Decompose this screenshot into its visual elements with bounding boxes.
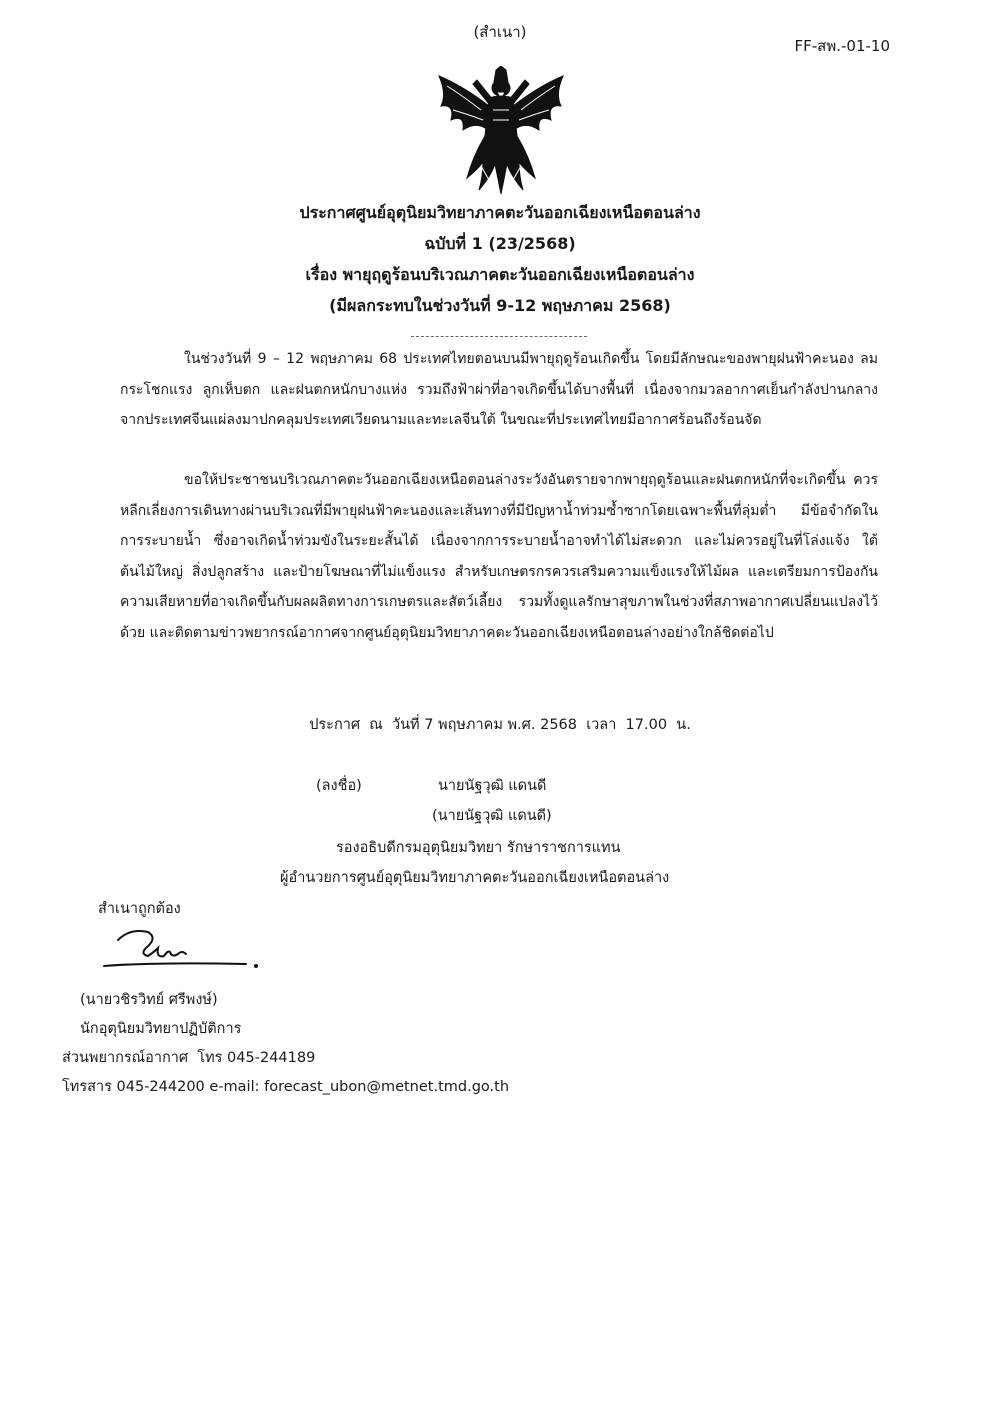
signatory-name: นายนัฐวุฒิ แดนดี [438,778,547,794]
certifier-department-phone: ส่วนพยากรณ์อากาศ โทร 045-244189 [62,1050,316,1066]
title-line-2: ฉบับที่ 1 (23/2568) [424,234,576,253]
announcement-text: ประกาศ ณ วันที่ 7 พฤษภาคม พ.ศ. 2568 เวลา 17.00 น. [309,717,691,733]
certifier-fax-email: โทรสาร 045-244200 e-mail: forecast_ubon@metnet.tmd.go.th [62,1079,510,1095]
certifier-name: (นายวชิรวิทย์ ศรีพงษ์) [80,992,218,1008]
body-paragraph-1-block [120,344,878,436]
certified-copy-label: สำเนาถูกต้อง [98,901,181,917]
title-line-4: (มีผลกระทบในช่วงวันที่ 9-12 พฤษภาคม 2568) [329,296,671,315]
garuda-emblem-icon [433,66,569,196]
signatory-name-parenthesized: (นายนัฐวุฒิ แดนดี) [432,808,552,824]
handwritten-signature-icon [96,922,266,982]
title-line-3: เรื่อง พายุฤดูร้อนบริเวณภาคตะวันออกเฉียงเหนือตอนล่าง [305,265,695,284]
title-line-1: ประกาศศูนย์อุตุนิยมวิทยาภาคตะวันออกเฉียงเหนือตอนล่าง [299,203,701,222]
copy-mark: (สำเนา) [473,23,527,41]
title-divider [411,336,587,337]
signature-label: (ลงชื่อ) [316,778,362,794]
signatory-position-1: รองอธิบดีกรมอุตุนิยมวิทยา รักษาราชการแทน [336,840,621,856]
announcement-date [0,713,1000,736]
body-paragraph-2: ขอให้ประชาชนบริเวณภาคตะวันออกเฉียงเหนือตอนล่างระวังอันตรายจากพายุฤดูร้อนและฝนตกหนักที่จะเกิดขึ้น ควรหลีกเลี่ยงการเดินทางผ่านบริเวณที่มีพายุฝนฟ้าคะนองและเส้นทางที่มีปัญหาน้ำท่วมซ้ำซากโดยเฉพาะพื้นที่ลุ่มต่ำ มีข้อจำกัดในการระบายน้ำ ซึ่งอาจเกิดน้ำท่วมขังในระยะสั้นได้ เนื่องจากการระบายน้ำอาจทำได้ไม่สะดวก และไม่ควรอยู่ในที่โล่งแจ้ง ใต้ต้นไม้ใหญ่ สิ่งปลูกสร้าง และป้ายโฆษณาที่ไม่แข็งแรง สำหรับเกษตรกรควรเสริมความแข็งแรงให้ไม้ผล และเตรียมการป้องกันความเสียหายที่อาจเกิดขึ้นกับผลผลิตทางการเกษตรและสัตว์เลี้ยง รวมทั้งดูแลรักษาสุขภาพในช่วงที่สภาพอากาศเปลี่ยนแปลงไว้ด้วย และติดตามข่าวพยากรณ์อากาศจากศูนย์อุตุนิยมวิทยาภาคตะวันออกเฉียงเหนือตอนล่างอย่างใกล้ชิดต่อไป [120,472,878,641]
form-code: FF-สพ.-01-10 [794,37,890,55]
body-paragraph-1: ในช่วงวันที่ 9 – 12 พฤษภาคม 68 ประเทศไทยตอนบนมีพายุฤดูร้อนเกิดขึ้น โดยมีลักษณะของพายุฝนฟ้าคะนอง ลมกระโชกแรง ลูกเห็บตก และฝนตกหนักบางแห่ง รวมถึงฟ้าผ่าที่อาจเกิดขึ้นได้บางพื้นที่ เนื่องจากมวลอากาศเย็นกำลังปานกลางจากประเทศจีนแผ่ลงมาปกคลุมประเทศเวียดนามและทะเลจีนใต้ ในขณะที่ประเทศไทยมีอากาศร้อนถึงร้อนจัด [120,351,878,428]
signatory-position-2: ผู้อำนวยการศูนย์อุตุนิยมวิทยาภาคตะวันออกเฉียงเหนือตอนล่าง [280,870,670,886]
certifier-position: นักอุตุนิยมวิทยาปฏิบัติการ [80,1021,242,1037]
body-paragraph-2-block [120,465,878,648]
